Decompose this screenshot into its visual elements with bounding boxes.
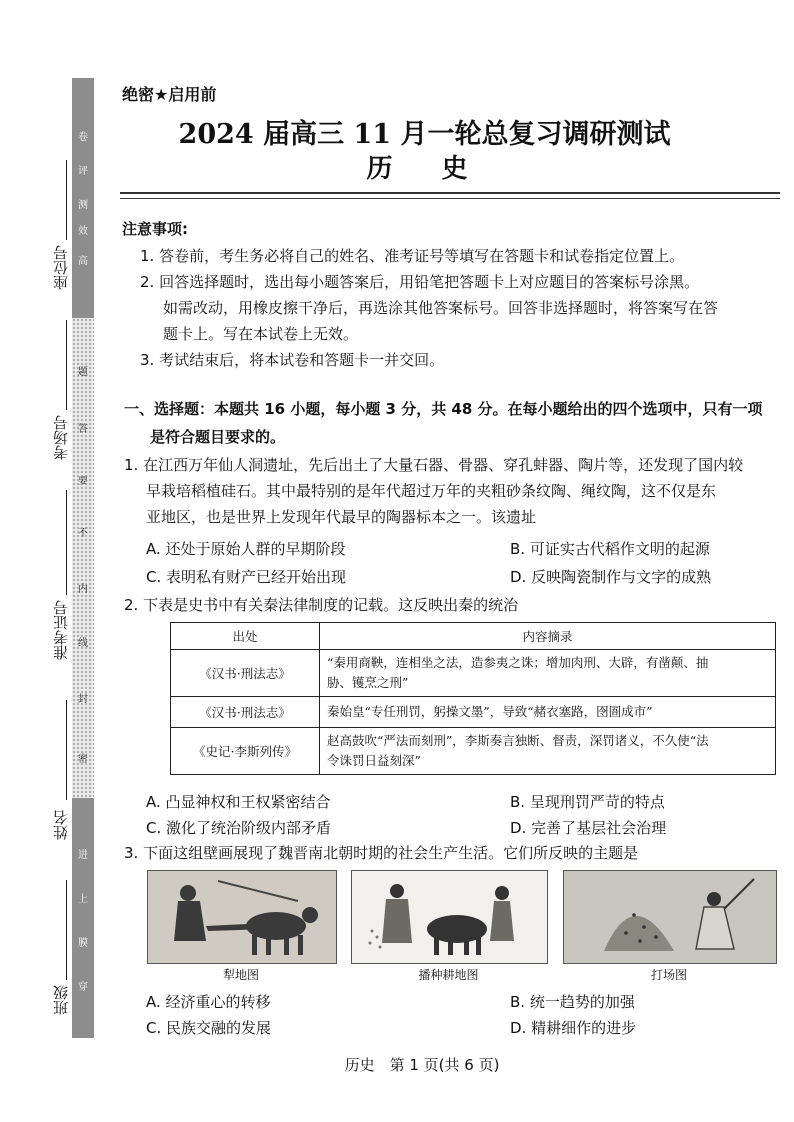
content-line: “秦用商鞅，连相坐之法，造参夷之诛；增加肉刑、大辟，有凿颠、抽 bbox=[327, 655, 709, 670]
mural-sowing-image bbox=[351, 870, 548, 964]
header-rule bbox=[120, 192, 780, 199]
q2-option-d[interactable]: D. 完善了基层社会治理 bbox=[510, 819, 667, 837]
confidential-label: 绝密★启用前 bbox=[122, 85, 217, 104]
strip-char: 题 bbox=[78, 367, 88, 378]
q1-option-b[interactable]: B. 可证实古代稻作文明的起源 bbox=[510, 540, 710, 558]
table-row bbox=[171, 728, 776, 775]
table-header: 出处 bbox=[171, 623, 320, 650]
subject-title: 历 史 bbox=[366, 154, 488, 184]
strip-char: 卷 bbox=[78, 132, 88, 143]
strip-char: 膜 bbox=[78, 938, 88, 949]
q3-option-a[interactable]: A. 经济重心的转移 bbox=[146, 993, 271, 1011]
q3-option-c[interactable]: C. 民族交融的发展 bbox=[146, 1019, 272, 1037]
strip-char: 效 bbox=[78, 226, 88, 237]
field-line bbox=[66, 320, 67, 410]
strip-char: 内 bbox=[78, 584, 88, 595]
table-header: 内容摘录 bbox=[320, 623, 776, 650]
mural-plowing-image bbox=[147, 870, 337, 964]
table-cell-source: 《史记·李斯列传》 bbox=[171, 728, 320, 775]
notice-heading: 注意事项: bbox=[122, 220, 188, 238]
strip-char: 评 bbox=[78, 166, 88, 177]
notice-item: 3. 考试结束后，将本试卷和答题卡一并交回。 bbox=[140, 351, 445, 369]
table-cell-content: 秦始皇“专任刑罚，躬操文墨”，导致“赭衣塞路，囹圄成市” bbox=[320, 697, 776, 728]
q2-option-a[interactable]: A. 凸显神权和王权紧密结合 bbox=[146, 793, 331, 811]
content-line: 赵高鼓吹“严法而刻刑”，李斯奏言独断、督责，深罚诸义，不久使“法 bbox=[327, 733, 709, 748]
table-cell-source: 《汉书·刑法志》 bbox=[171, 650, 320, 697]
field-line bbox=[66, 880, 67, 980]
exam-title: 2024 届高三 11 月一轮总复习调研测试 bbox=[178, 119, 671, 150]
table-header-row bbox=[171, 623, 776, 650]
caption-plowing: 犁地图 bbox=[222, 968, 259, 982]
strip-char: 穿 bbox=[78, 982, 88, 993]
notice-item: 如需改动，用橡皮擦干净后，再选涂其他答案标号。回答非选择题时，将答案写在答 bbox=[163, 299, 719, 317]
q1-option-a[interactable]: A. 还处于原始人群的早期阶段 bbox=[146, 540, 346, 558]
binding-strip bbox=[72, 78, 94, 1038]
strip-char: 答 bbox=[78, 424, 88, 435]
strip-char: 不 bbox=[78, 528, 88, 539]
field-ticket-number: 准考证号 bbox=[52, 600, 70, 660]
q3-stem: 3. 下面这组壁画展现了魏晋南北朝时期的社会生产生活。它们所反映的主题是 bbox=[124, 844, 639, 862]
strip-char: 要 bbox=[78, 476, 88, 487]
field-exam-room: 考场号 bbox=[52, 415, 70, 460]
notice-item: 1. 答卷前，考生务必将自己的姓名、准考证号等填写在答题卡和试卷指定位置上。 bbox=[140, 247, 685, 265]
strip-char: 密 bbox=[78, 754, 88, 765]
q1-option-c[interactable]: C. 表明私有财产已经开始出现 bbox=[146, 568, 347, 586]
q3-option-d[interactable]: D. 精耕细作的进步 bbox=[510, 1019, 637, 1037]
table-row bbox=[171, 650, 776, 697]
strip-char: 封 bbox=[78, 694, 88, 705]
content-line: 胁、镬烹之刑” bbox=[327, 675, 409, 690]
table-cell-content bbox=[320, 650, 776, 697]
section-heading: 一、选择题：本题共 16 小题，每小题 3 分，共 48 分。在每小题给出的四个选项中，只有一项 bbox=[124, 400, 763, 418]
page-footer: 历史 第 1 页(共 6 页) bbox=[344, 1056, 500, 1074]
q2-option-c[interactable]: C. 激化了统治阶级内部矛盾 bbox=[146, 819, 332, 837]
table-row bbox=[171, 697, 776, 728]
mural-threshing-image bbox=[563, 870, 777, 964]
strip-char: 线 bbox=[78, 638, 88, 649]
q1-option-d[interactable]: D. 反映陶瓷制作与文字的成熟 bbox=[510, 568, 712, 586]
table-cell-source: 《汉书·刑法志》 bbox=[171, 697, 320, 728]
strip-char: 进 bbox=[78, 850, 88, 861]
notice-item: 题卡上。写在本试卷上无效。 bbox=[163, 325, 359, 343]
field-seat-number: 座位号 bbox=[52, 245, 70, 290]
q1-stem: 1. 在江西万年仙人洞遗址，先后出土了大量石器、骨器、穿孔蚌器、陶片等，还发现了国内较 bbox=[124, 456, 744, 474]
table-cell-content bbox=[320, 728, 776, 775]
field-line bbox=[66, 490, 67, 595]
q1-stem: 早栽培稻植硅石。其中最特别的是年代超过万年的夹粗砂条纹陶、绳纹陶，这不仅是东 bbox=[146, 482, 717, 500]
q2-stem: 2. 下表是史书中有关秦法律制度的记载。这反映出秦的统治 bbox=[124, 596, 519, 614]
strip-char: 测 bbox=[78, 200, 88, 211]
strip-grey-bottom bbox=[72, 798, 94, 1038]
field-name: 姓名 bbox=[52, 810, 70, 840]
q1-stem: 亚地区，也是世界上发现年代最早的陶器标本之一。该遗址 bbox=[146, 508, 537, 526]
section-heading-cont: 是符合题目要求的。 bbox=[150, 428, 286, 446]
q3-option-b[interactable]: B. 统一趋势的加强 bbox=[510, 993, 635, 1011]
field-class: 班级 bbox=[52, 985, 70, 1015]
law-records-table bbox=[170, 622, 776, 775]
q2-option-b[interactable]: B. 呈现刑罚严苛的特点 bbox=[510, 793, 665, 811]
caption-threshing: 打场图 bbox=[650, 968, 687, 982]
notice-item: 2. 回答选择题时，选出每小题答案后，用铅笔把答题卡上对应题目的答案标号涂黑。 bbox=[140, 273, 700, 291]
strip-char: 高 bbox=[78, 256, 88, 267]
field-line bbox=[66, 700, 67, 800]
strip-dotted bbox=[72, 318, 94, 798]
strip-char: 上 bbox=[78, 894, 88, 905]
content-line: 令诛罚日益刻深” bbox=[327, 753, 421, 768]
caption-sowing: 播种耕地图 bbox=[418, 968, 479, 982]
